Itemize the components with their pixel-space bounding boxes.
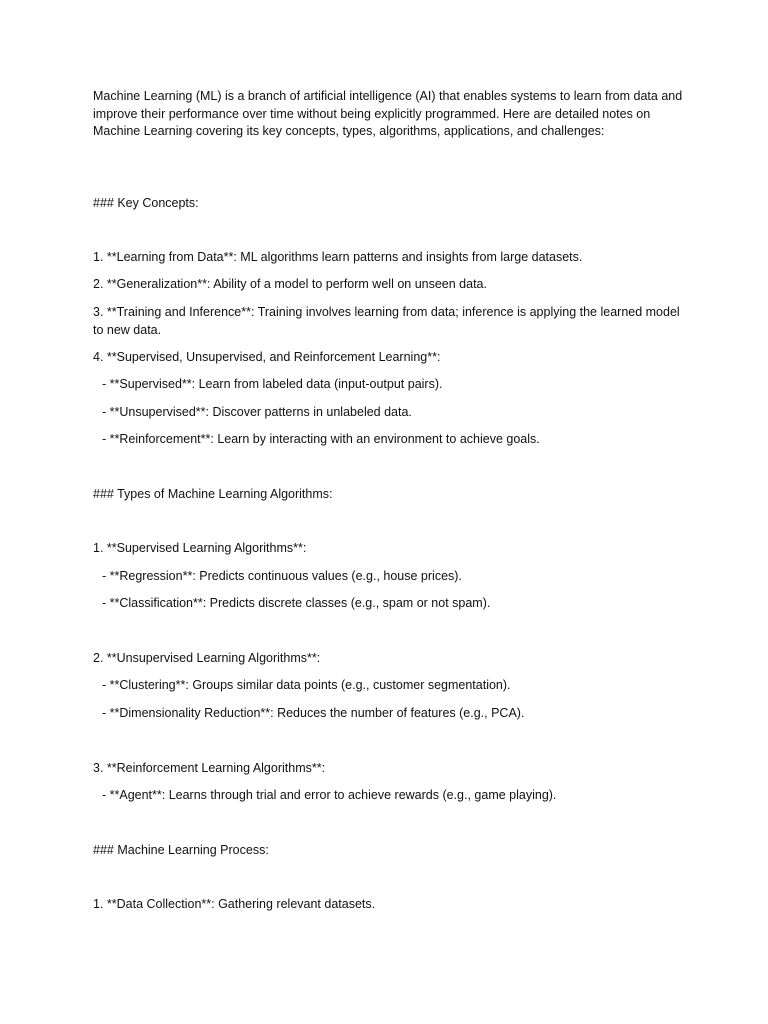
unsupervised-item: - **Dimensionality Reduction**: Reduces the number of features (e.g., PCA). [102, 706, 525, 720]
process-item: 1. **Data Collection**: Gathering relevant datasets. [93, 897, 376, 911]
key-concept-subitem: - **Supervised**: Learn from labeled data (input-output pairs). [102, 377, 443, 391]
key-concept-subitem: - **Unsupervised**: Discover patterns in unlabeled data. [102, 405, 412, 419]
reinforcement-item: - **Agent**: Learns through trial and error to achieve rewards (e.g., game playing). [102, 788, 557, 802]
key-concept-item: 3. **Training and Inference**: Training involves learning from data; inference is applying the learned model to new data. [93, 305, 680, 337]
supervised-item: - **Regression**: Predicts continuous values (e.g., house prices). [102, 569, 462, 583]
key-concept-item: 1. **Learning from Data**: ML algorithms learn patterns and insights from large datasets. [93, 250, 583, 264]
unsupervised-item: - **Clustering**: Groups similar data points (e.g., customer segmentation). [102, 678, 511, 692]
key-concepts-heading: ### Key Concepts: [93, 196, 199, 210]
process-heading: ### Machine Learning Process: [93, 843, 269, 857]
types-heading: ### Types of Machine Learning Algorithms: [93, 487, 333, 501]
key-concept-item: 2. **Generalization**: Ability of a model to perform well on unseen data. [93, 277, 487, 291]
intro-paragraph: Machine Learning (ML) is a branch of artificial intelligence (AI) that enables systems to learn from data and improve their performance over time without being explicitly programmed. Here are detailed notes on Machine Learning covering its key concepts, types, algorithms, applications, and challenges: [93, 89, 683, 138]
supervised-title: 1. **Supervised Learning Algorithms**: [93, 541, 307, 555]
key-concept-subitem: - **Reinforcement**: Learn by interacting with an environment to achieve goals. [102, 432, 540, 446]
unsupervised-title: 2. **Unsupervised Learning Algorithms**: [93, 651, 321, 665]
reinforcement-title: 3. **Reinforcement Learning Algorithms**: [93, 761, 326, 775]
key-concept-item: 4. **Supervised, Unsupervised, and Reinforcement Learning**: [93, 350, 441, 364]
supervised-item: - **Classification**: Predicts discrete classes (e.g., spam or not spam). [102, 596, 491, 610]
